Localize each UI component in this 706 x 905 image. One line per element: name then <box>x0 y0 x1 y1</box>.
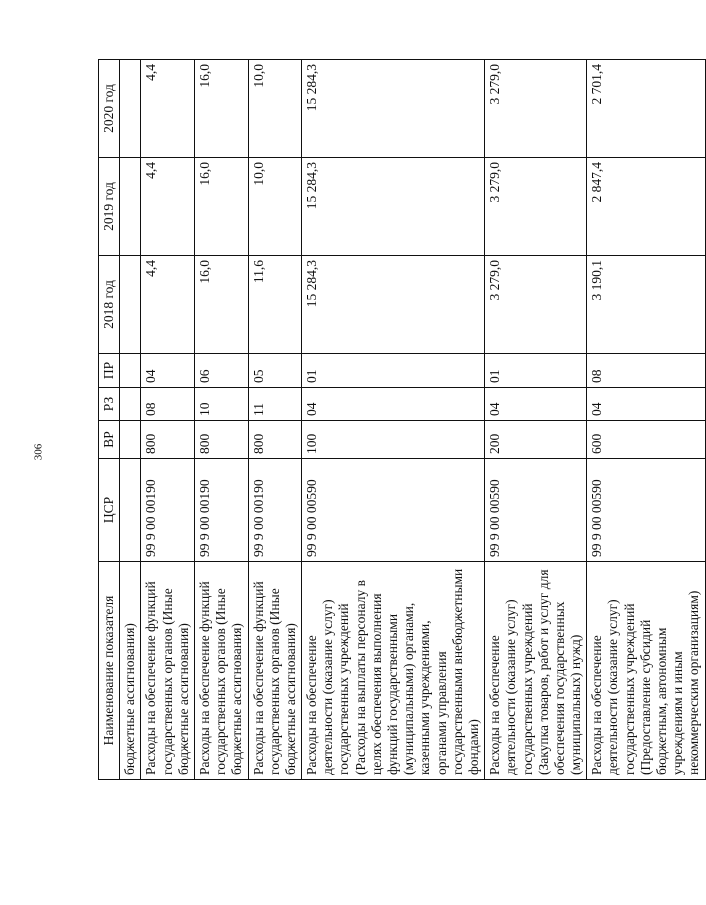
row-name: Расходы на обеспечение функций государственных органов (Иные бюджетные ассигнования) <box>248 562 302 780</box>
row-2019: 3 279,0 <box>485 158 587 256</box>
row-2020: 16,0 <box>194 60 248 158</box>
rotated-table-frame <box>98 60 702 780</box>
row-pr: 06 <box>194 354 248 388</box>
row-rz: 04 <box>485 388 587 421</box>
row-rz: 04 <box>302 388 485 421</box>
table-cell <box>120 388 141 421</box>
row-vr: 100 <box>302 421 485 459</box>
row-rz: 10 <box>194 388 248 421</box>
table-cell <box>120 158 141 256</box>
row-2018: 3 279,0 <box>485 256 587 354</box>
row-pr: 01 <box>302 354 485 388</box>
row-csr: 99 9 00 00590 <box>587 459 705 562</box>
row-2018: 15 284,3 <box>302 256 485 354</box>
header-2019: 2019 год <box>99 158 120 256</box>
row-2020: 15 284,3 <box>302 60 485 158</box>
table-cell <box>120 256 141 354</box>
row-csr: 99 9 00 00590 <box>485 459 587 562</box>
row-2018: 11,6 <box>248 256 302 354</box>
row-2019: 2 847,4 <box>587 158 705 256</box>
row-vr: 800 <box>141 421 195 459</box>
row-pr: 08 <box>587 354 705 388</box>
row-2019: 15 284,3 <box>302 158 485 256</box>
row-name: Расходы на обеспечение деятельности (оказание услуг) государственных учреждений (Предоставление субсидий бюджетным, автономным учреждениям и иным некоммерческим организациям) <box>587 562 705 780</box>
row-csr: 99 9 00 00590 <box>302 459 485 562</box>
row-2020: 2 701,4 <box>587 60 705 158</box>
table-row <box>485 60 587 780</box>
row-vr: 200 <box>485 421 587 459</box>
row-name: Расходы на обеспечение функций государственных органов (Иные бюджетные ассигнования) <box>194 562 248 780</box>
page-number: 306 <box>32 443 45 461</box>
row-2020: 10,0 <box>248 60 302 158</box>
table-cell <box>120 421 141 459</box>
header-csr: ЦСР <box>99 459 120 562</box>
budget-table <box>98 59 706 780</box>
header-2020: 2020 год <box>99 60 120 158</box>
row-rz: 04 <box>587 388 705 421</box>
header-rz: РЗ <box>99 388 120 421</box>
header-pr: ПР <box>99 354 120 388</box>
row-name: Расходы на обеспечение функций государственных органов (Иные бюджетные ассигнования) <box>141 562 195 780</box>
continuation-cell: бюджетные ассигнования) <box>120 562 141 780</box>
row-vr: 800 <box>248 421 302 459</box>
table-cell <box>120 60 141 158</box>
row-rz: 11 <box>248 388 302 421</box>
row-csr: 99 9 00 00190 <box>141 459 195 562</box>
table-header-row <box>99 60 120 780</box>
row-2018: 4,4 <box>141 256 195 354</box>
table-row <box>302 60 485 780</box>
row-pr: 01 <box>485 354 587 388</box>
row-name: Расходы на обеспечение деятельности (оказание услуг) государственных учреждений (Закупка товаров, работ и услуг для обеспечения государственных (муниципальных) нужд) <box>485 562 587 780</box>
table-row-continuation <box>120 60 141 780</box>
row-2018: 16,0 <box>194 256 248 354</box>
row-vr: 600 <box>587 421 705 459</box>
row-2018: 3 190,1 <box>587 256 705 354</box>
row-pr: 05 <box>248 354 302 388</box>
row-2019: 10,0 <box>248 158 302 256</box>
row-rz: 08 <box>141 388 195 421</box>
row-2020: 4,4 <box>141 60 195 158</box>
table-row <box>248 60 302 780</box>
row-2019: 16,0 <box>194 158 248 256</box>
row-pr: 04 <box>141 354 195 388</box>
header-name: Наименование показателя <box>99 562 120 780</box>
table-cell <box>120 354 141 388</box>
table-row <box>141 60 195 780</box>
table-row <box>194 60 248 780</box>
row-2020: 3 279,0 <box>485 60 587 158</box>
row-csr: 99 9 00 00190 <box>194 459 248 562</box>
row-csr: 99 9 00 00190 <box>248 459 302 562</box>
table-container <box>98 60 702 780</box>
table-cell <box>120 459 141 562</box>
table-row <box>587 60 705 780</box>
row-vr: 800 <box>194 421 248 459</box>
row-name: Расходы на обеспечение деятельности (оказание услуг) государственных учреждений (Расходы на выплаты персоналу в целях обеспечения выполнения функций государственными (муниципальными) органами, казенными учреждениями, органами управления государственными внебюджетными фондами) <box>302 562 485 780</box>
header-vr: ВР <box>99 421 120 459</box>
header-2018: 2018 год <box>99 256 120 354</box>
row-2019: 4,4 <box>141 158 195 256</box>
